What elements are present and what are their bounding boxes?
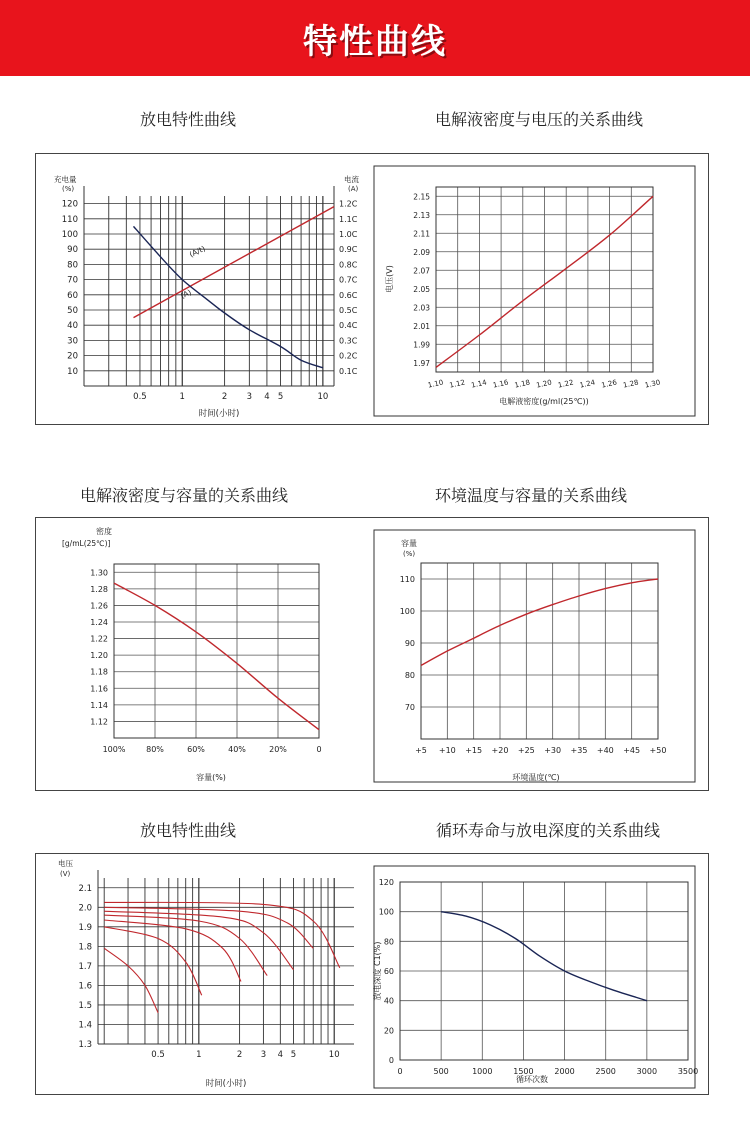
series-label-a: (A) [179,287,193,301]
banner [0,0,750,76]
y-tick: 1.6 [78,981,92,992]
plot-area [421,563,658,739]
y-tick-right: 0.1C [339,366,358,376]
y-tick-left: 40 [67,321,78,332]
y-tick-right: 0.3C [339,336,358,346]
y-tick: 1.30 [90,568,108,578]
y-tick: 1.9 [78,922,92,933]
x-tick: 500 [433,1067,449,1076]
y-label: 电压 [58,859,73,868]
x-label: 环境温度(℃) [512,773,560,782]
x-tick: +50 [649,746,667,755]
y-tick: 110 [399,575,415,584]
y-tick-left: 50 [67,306,78,316]
y-tick: 1.99 [413,340,430,350]
y-label-right-unit: (A) [348,185,359,193]
y-label: 容量 [401,539,417,548]
y-tick-right: 0.4C [339,321,358,331]
banner-title: 特性曲线 [303,21,447,62]
y-label: 电压(V) [385,265,394,293]
x-tick: +10 [438,746,456,755]
y-tick: 0 [388,1056,394,1065]
x-tick: +35 [570,746,588,755]
y-label-unit: [g/mL(25℃)] [62,539,111,548]
x-tick: 3500 [677,1067,699,1076]
y-tick: 1.97 [413,358,430,368]
x-tick: 0.5 [133,392,147,402]
y-tick: 1.5 [78,1000,92,1011]
x-tick: 4 [277,1050,284,1060]
x-tick: +25 [517,746,535,755]
y-tick: 2.11 [413,229,430,239]
y-tick: 120 [378,878,394,887]
x-tick: 80% [146,745,164,754]
y-tick: 1.24 [90,618,108,627]
section-title-discharge: 放电特性曲线 [140,110,237,129]
x-tick: 2500 [595,1067,616,1076]
x-label: 时间(小时) [205,1079,247,1089]
x-tick: 40% [228,745,246,754]
y-tick-left: 20 [67,351,78,362]
y-tick-left: 100 [61,230,78,240]
x-tick: 1.14 [470,378,488,390]
y-tick: 1.22 [90,634,108,644]
y-tick-right: 0.6C [339,290,358,300]
chart-pair-row2 [36,518,708,790]
x-tick: 2 [221,392,228,402]
x-tick: 4 [264,392,270,402]
x-tick: 5 [277,392,284,402]
x-tick: +30 [544,746,562,755]
x-tick: 0 [316,745,322,754]
chart-discharge-voltage [58,858,354,1089]
x-tick: +5 [415,746,427,755]
y-tick-right: 0.5C [339,306,358,315]
y-tick-right: 1.0C [339,230,358,239]
panel-row3 [35,853,709,1095]
section-title-density-voltage: 电解液密度与电压的关系曲线 [435,110,644,129]
series-line-2 [104,920,241,982]
y-tick: 70 [404,703,415,712]
y-tick: 1.3 [78,1040,92,1050]
x-tick: 3 [260,1050,267,1060]
x-tick: 10 [317,392,329,402]
x-tick: 1000 [472,1067,493,1076]
inner-frame-right [374,530,695,782]
x-tick: 1.28 [622,378,640,390]
series-line-at [134,207,335,318]
y-tick-left: 60 [67,290,78,301]
y-tick: 100 [378,907,394,917]
x-tick: +45 [623,746,641,755]
y-tick-left: 10 [67,366,78,377]
series-line [441,912,647,1001]
section-title-temp-capacity: 环境温度与容量的关系曲线 [435,486,628,505]
x-tick: 1.16 [492,378,510,390]
y-tick: 2.0 [78,903,92,914]
x-tick: 2000 [554,1067,575,1076]
panel-row1 [35,153,709,425]
x-tick: +20 [491,746,509,755]
x-tick: 1 [196,1050,202,1060]
section-title-density-capacity: 电解液密度与容量的关系曲线 [80,486,289,505]
y-tick: 1.4 [78,1020,92,1031]
panel-row2 [35,517,709,791]
section-title-cycle-life: 循环寿命与放电深度的关系曲线 [436,821,661,840]
x-tick: 1.26 [600,378,618,390]
series-line-5 [104,907,313,948]
chart-cycle-life [372,878,698,1084]
chart-pair-row1 [36,154,708,424]
y-tick-left: 30 [67,336,78,347]
y-tick-right: 1.2C [339,199,358,209]
x-tick: 0.5 [151,1050,165,1060]
x-tick: 3 [246,392,253,402]
y-tick-right: 1.1C [339,214,358,224]
y-tick-right: 0.2C [339,351,358,361]
x-tick: 1.18 [513,378,531,390]
x-tick: 1 [179,392,185,402]
y-label: 密度 [96,527,112,536]
y-tick-right: 0.9C [339,245,358,255]
y-tick: 2.1 [78,883,92,894]
series-line-a [134,226,323,367]
x-label: 电解液密度(g/ml(25℃)) [499,397,589,406]
section-title-discharge-2: 放电特性曲线 [140,821,237,840]
y-label-left-unit: (%) [62,185,75,193]
y-tick-left: 120 [61,199,78,210]
x-tick: 1.20 [535,378,553,390]
y-tick: 2.07 [413,266,430,276]
x-label: 循环次数 [516,1075,548,1084]
series-line-0 [104,948,158,1013]
y-tick: 1.14 [90,700,108,710]
x-tick: 20% [269,745,287,754]
x-tick: 1.12 [448,378,466,390]
x-tick: 10 [328,1050,340,1060]
y-tick: 2.09 [413,247,430,257]
y-tick: 2.15 [413,192,430,202]
y-tick: 1.16 [90,684,108,694]
x-tick: 2 [236,1050,243,1060]
x-tick: 0 [397,1067,403,1076]
y-tick: 2.05 [413,284,430,294]
y-tick: 80 [383,937,394,947]
y-tick: 40 [383,996,394,1006]
x-tick: +40 [596,746,614,755]
y-tick-right: 0.7C [339,275,358,285]
y-tick: 80 [404,671,415,680]
y-tick-left: 90 [67,245,78,256]
y-label-unit: (%) [403,550,416,558]
y-tick-left: 110 [61,214,78,225]
y-label-left: 充电量 [54,175,77,184]
chart-density-capacity [62,526,322,782]
chart-temperature-capacity [400,538,667,782]
y-tick: 1.20 [90,651,108,661]
y-tick: 20 [383,1026,394,1036]
x-tick: 1.30 [644,378,662,390]
x-tick: 1.10 [427,378,445,390]
x-tick: 1500 [513,1067,534,1076]
y-label: 放电深度 C1(%) [373,941,382,1001]
series-label-at: (A/t) [187,243,207,260]
series-line [421,579,658,665]
x-label: 时间(小时) [198,409,240,419]
plot-area [114,564,319,738]
y-tick: 90 [404,639,415,648]
x-label: 容量(%) [196,773,226,782]
chart-density-voltage [384,187,661,406]
x-tick: +15 [465,746,483,755]
y-tick: 2.01 [413,321,430,331]
series-line-1 [104,927,202,995]
y-tick: 2.13 [413,210,430,220]
y-tick: 1.18 [90,667,108,677]
x-tick: 1.24 [579,378,596,390]
y-tick: 1.26 [90,601,108,611]
x-tick: 3000 [636,1067,658,1076]
x-tick: 100% [102,745,126,754]
chart-pair-row3 [36,854,708,1094]
y-tick: 60 [383,967,394,976]
y-tick: 1.28 [90,584,108,594]
y-tick-left: 70 [67,275,78,286]
y-tick: 1.8 [78,942,92,953]
y-label-right: 电流 [344,175,359,184]
y-label-unit: (V) [60,870,71,878]
x-tick: 1.22 [557,378,575,390]
x-tick: 5 [290,1050,297,1060]
y-tick-right: 0.8C [339,260,358,270]
chart-discharge-characteristics [54,174,359,419]
y-tick: 2.03 [413,303,430,313]
x-tick: 60% [187,745,205,754]
y-tick: 1.7 [78,961,92,972]
y-tick: 1.12 [90,717,108,727]
y-tick: 100 [399,607,415,616]
y-tick-left: 80 [67,260,78,271]
